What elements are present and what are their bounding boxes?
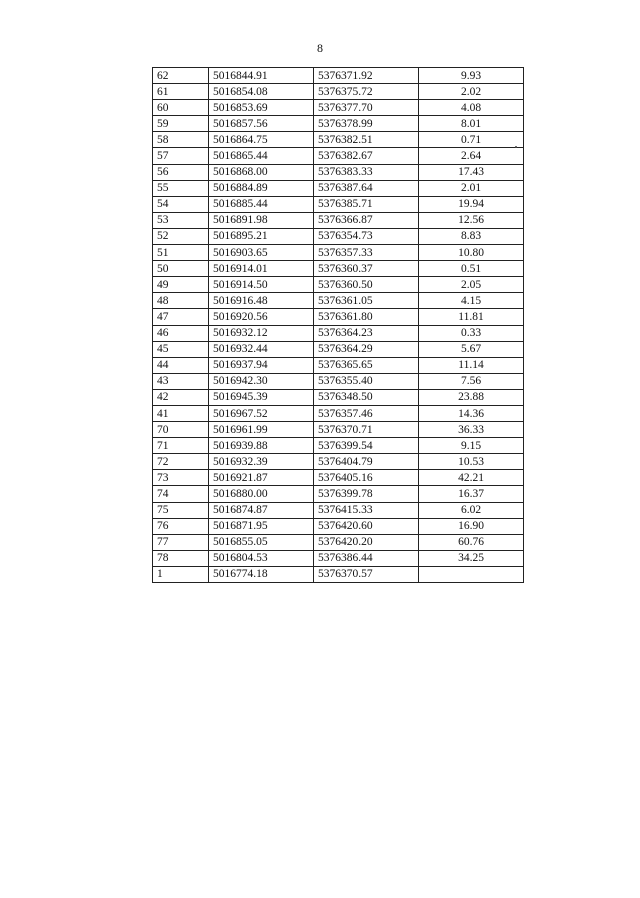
table-row <box>153 405 524 421</box>
x-coordinate-cell: 5016937.94 <box>209 357 314 373</box>
distance-cell: 42.21 <box>419 470 524 486</box>
distance-cell: 5.67 <box>419 341 524 357</box>
distance-cell: 11.14 <box>419 357 524 373</box>
distance-cell: 0.71 <box>419 132 524 148</box>
point-number-cell: 60 <box>153 100 209 116</box>
y-coordinate-cell: 5376405.16 <box>314 470 419 486</box>
point-number-cell: 61 <box>153 84 209 100</box>
point-number-cell: 55 <box>153 180 209 196</box>
table-row <box>153 228 524 244</box>
point-number-cell: 75 <box>153 502 209 518</box>
table-row <box>153 550 524 566</box>
table-row <box>153 422 524 438</box>
x-coordinate-cell: 5016920.56 <box>209 309 314 325</box>
table-row <box>153 277 524 293</box>
y-coordinate-cell: 5376366.87 <box>314 212 419 228</box>
point-number-cell: 52 <box>153 228 209 244</box>
table-row <box>153 212 524 228</box>
distance-cell: 8.83 <box>419 228 524 244</box>
x-coordinate-cell: 5016914.50 <box>209 277 314 293</box>
point-number-cell: 45 <box>153 341 209 357</box>
y-coordinate-cell: 5376361.05 <box>314 293 419 309</box>
y-coordinate-cell: 5376415.33 <box>314 502 419 518</box>
y-coordinate-cell: 5376404.79 <box>314 454 419 470</box>
y-coordinate-cell: 5376357.46 <box>314 405 419 421</box>
y-coordinate-cell: 5376364.23 <box>314 325 419 341</box>
table-row <box>153 325 524 341</box>
distance-cell: 16.37 <box>419 486 524 502</box>
point-number-cell: 78 <box>153 550 209 566</box>
y-coordinate-cell: 5376375.72 <box>314 84 419 100</box>
distance-cell: 17.43 <box>419 164 524 180</box>
y-coordinate-cell: 5376382.51 <box>314 132 419 148</box>
point-number-cell: 70 <box>153 422 209 438</box>
distance-cell: 9.15 <box>419 438 524 454</box>
x-coordinate-cell: 5016945.39 <box>209 389 314 405</box>
point-number-cell: 46 <box>153 325 209 341</box>
distance-cell <box>419 566 524 582</box>
distance-cell: 11.81 <box>419 309 524 325</box>
x-coordinate-cell: 5016903.65 <box>209 245 314 261</box>
distance-cell: 2.64 <box>419 148 524 164</box>
point-number-cell: 56 <box>153 164 209 180</box>
y-coordinate-cell: 5376360.37 <box>314 261 419 277</box>
distance-cell: 23.88 <box>419 389 524 405</box>
y-coordinate-cell: 5376361.80 <box>314 309 419 325</box>
point-number-cell: 62 <box>153 68 209 84</box>
point-number-cell: 57 <box>153 148 209 164</box>
table-row <box>153 486 524 502</box>
point-number-cell: 76 <box>153 518 209 534</box>
y-coordinate-cell: 5376357.33 <box>314 245 419 261</box>
table-row <box>153 341 524 357</box>
distance-cell: 8.01 <box>419 116 524 132</box>
y-coordinate-cell: 5376371.92 <box>314 68 419 84</box>
distance-cell: 12.56 <box>419 212 524 228</box>
x-coordinate-cell: 5016868.00 <box>209 164 314 180</box>
x-coordinate-cell: 5016885.44 <box>209 196 314 212</box>
x-coordinate-cell: 5016932.44 <box>209 341 314 357</box>
point-number-cell: 59 <box>153 116 209 132</box>
y-coordinate-cell: 5376420.60 <box>314 518 419 534</box>
y-coordinate-cell: 5376365.65 <box>314 357 419 373</box>
table-row <box>153 100 524 116</box>
point-number-cell: 54 <box>153 196 209 212</box>
x-coordinate-cell: 5016804.53 <box>209 550 314 566</box>
x-coordinate-cell: 5016895.21 <box>209 228 314 244</box>
table-row <box>153 389 524 405</box>
table-row <box>153 245 524 261</box>
distance-cell: 2.02 <box>419 84 524 100</box>
table-row <box>153 164 524 180</box>
y-coordinate-cell: 5376370.71 <box>314 422 419 438</box>
distance-cell: 10.53 <box>419 454 524 470</box>
y-coordinate-cell: 5376355.40 <box>314 373 419 389</box>
table-row <box>153 470 524 486</box>
table-row <box>153 261 524 277</box>
table-row <box>153 309 524 325</box>
point-number-cell: 71 <box>153 438 209 454</box>
distance-cell: 34.25 <box>419 550 524 566</box>
distance-cell: 4.15 <box>419 293 524 309</box>
point-number-cell: 44 <box>153 357 209 373</box>
x-coordinate-cell: 5016774.18 <box>209 566 314 582</box>
point-number-cell: 72 <box>153 454 209 470</box>
distance-cell: 0.51 <box>419 261 524 277</box>
page-number: 8 <box>317 41 323 55</box>
distance-cell: 16.90 <box>419 518 524 534</box>
x-coordinate-cell: 5016932.39 <box>209 454 314 470</box>
y-coordinate-cell: 5376370.57 <box>314 566 419 582</box>
x-coordinate-cell: 5016853.69 <box>209 100 314 116</box>
distance-cell: 4.08 <box>419 100 524 116</box>
y-coordinate-cell: 5376420.20 <box>314 534 419 550</box>
x-coordinate-cell: 5016884.89 <box>209 180 314 196</box>
table-row <box>153 116 524 132</box>
y-coordinate-cell: 5376364.29 <box>314 341 419 357</box>
y-coordinate-cell: 5376385.71 <box>314 196 419 212</box>
table-row <box>153 148 524 164</box>
x-coordinate-cell: 5016871.95 <box>209 518 314 534</box>
point-number-cell: 42 <box>153 389 209 405</box>
point-number-cell: 51 <box>153 245 209 261</box>
table-row <box>153 84 524 100</box>
coordinates-table-body <box>153 68 524 583</box>
x-coordinate-cell: 5016864.75 <box>209 132 314 148</box>
point-number-cell: 74 <box>153 486 209 502</box>
point-number-cell: 73 <box>153 470 209 486</box>
distance-cell: 2.05 <box>419 277 524 293</box>
table-row <box>153 196 524 212</box>
table-row <box>153 438 524 454</box>
table-row <box>153 454 524 470</box>
y-coordinate-cell: 5376383.33 <box>314 164 419 180</box>
table-row <box>153 180 524 196</box>
y-coordinate-cell: 5376348.50 <box>314 389 419 405</box>
y-coordinate-cell: 5376387.64 <box>314 180 419 196</box>
table-row <box>153 357 524 373</box>
x-coordinate-cell: 5016874.87 <box>209 502 314 518</box>
x-coordinate-cell: 5016932.12 <box>209 325 314 341</box>
point-number-cell: 43 <box>153 373 209 389</box>
distance-cell: 6.02 <box>419 502 524 518</box>
point-number-cell: 48 <box>153 293 209 309</box>
point-number-cell: 1 <box>153 566 209 582</box>
y-coordinate-cell: 5376378.99 <box>314 116 419 132</box>
x-coordinate-cell: 5016914.01 <box>209 261 314 277</box>
y-coordinate-cell: 5376382.67 <box>314 148 419 164</box>
y-coordinate-cell: 5376386.44 <box>314 550 419 566</box>
coordinates-table <box>152 67 524 583</box>
y-coordinate-cell: 5376377.70 <box>314 100 419 116</box>
distance-cell: 0.33 <box>419 325 524 341</box>
x-coordinate-cell: 5016857.56 <box>209 116 314 132</box>
x-coordinate-cell: 5016916.48 <box>209 293 314 309</box>
y-coordinate-cell: 5376399.54 <box>314 438 419 454</box>
point-number-cell: 41 <box>153 405 209 421</box>
table-row <box>153 534 524 550</box>
table-row <box>153 566 524 582</box>
distance-cell: 10.80 <box>419 245 524 261</box>
x-coordinate-cell: 5016880.00 <box>209 486 314 502</box>
distance-cell: 19.94 <box>419 196 524 212</box>
stray-mark <box>515 146 517 148</box>
table-row <box>153 518 524 534</box>
x-coordinate-cell: 5016967.52 <box>209 405 314 421</box>
point-number-cell: 58 <box>153 132 209 148</box>
point-number-cell: 77 <box>153 534 209 550</box>
point-number-cell: 47 <box>153 309 209 325</box>
x-coordinate-cell: 5016891.98 <box>209 212 314 228</box>
x-coordinate-cell: 5016855.05 <box>209 534 314 550</box>
x-coordinate-cell: 5016961.99 <box>209 422 314 438</box>
table-row <box>153 68 524 84</box>
point-number-cell: 53 <box>153 212 209 228</box>
distance-cell: 2.01 <box>419 180 524 196</box>
x-coordinate-cell: 5016939.88 <box>209 438 314 454</box>
x-coordinate-cell: 5016854.08 <box>209 84 314 100</box>
point-number-cell: 49 <box>153 277 209 293</box>
distance-cell: 9.93 <box>419 68 524 84</box>
distance-cell: 7.56 <box>419 373 524 389</box>
x-coordinate-cell: 5016865.44 <box>209 148 314 164</box>
table-row <box>153 373 524 389</box>
x-coordinate-cell: 5016942.30 <box>209 373 314 389</box>
y-coordinate-cell: 5376354.73 <box>314 228 419 244</box>
distance-cell: 60.76 <box>419 534 524 550</box>
y-coordinate-cell: 5376360.50 <box>314 277 419 293</box>
table-row <box>153 502 524 518</box>
x-coordinate-cell: 5016844.91 <box>209 68 314 84</box>
table-row <box>153 132 524 148</box>
y-coordinate-cell: 5376399.78 <box>314 486 419 502</box>
point-number-cell: 50 <box>153 261 209 277</box>
distance-cell: 14.36 <box>419 405 524 421</box>
table-row <box>153 293 524 309</box>
distance-cell: 36.33 <box>419 422 524 438</box>
x-coordinate-cell: 5016921.87 <box>209 470 314 486</box>
